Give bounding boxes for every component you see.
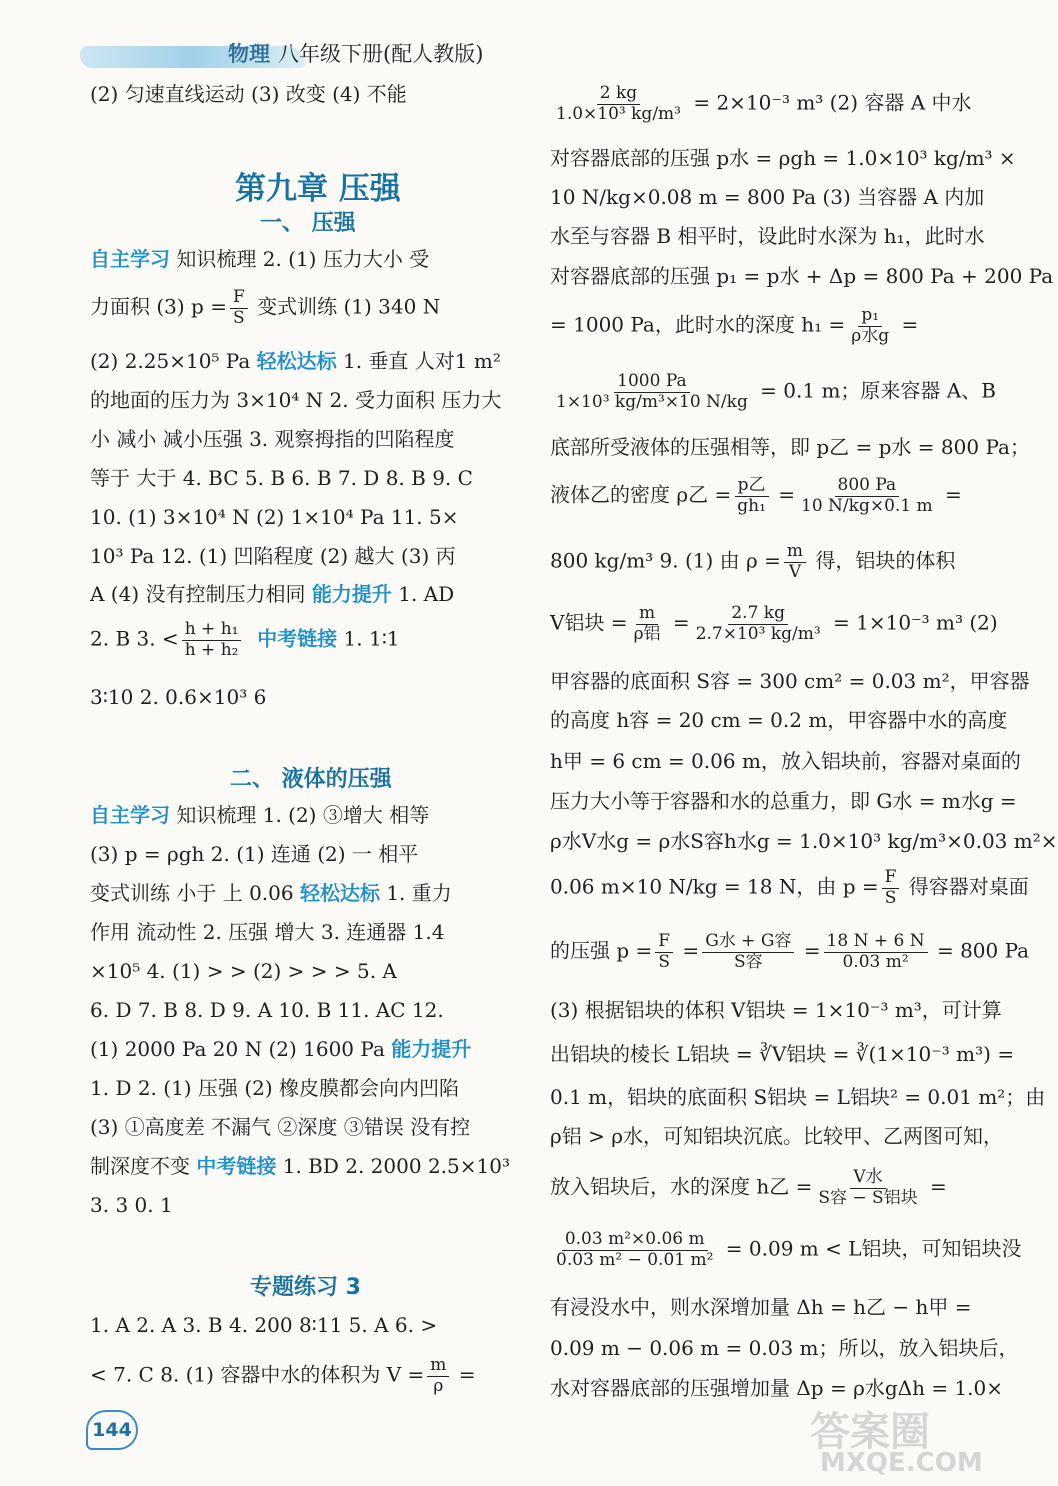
denominator: ρ	[433, 1375, 444, 1396]
numerator: F	[655, 932, 673, 953]
tag-easy-target: 轻松达标	[299, 881, 380, 905]
denominator: S	[233, 307, 245, 328]
answer-line: 的地面的压力为 3×10⁴ N 2. 受力面积 压力大	[90, 388, 502, 412]
answer-line	[90, 1154, 510, 1178]
answer-line	[90, 349, 501, 373]
answer-text: 液体乙的密度 ρ乙 =	[550, 482, 732, 507]
answer-line: ρ铝 > ρ水，可知铝块沉底。比较甲、乙两图可知，	[550, 1124, 1003, 1148]
numerator: F	[882, 868, 900, 889]
answer-line	[550, 372, 996, 412]
answer-text: = 0.1 m；原来容器 A、B	[753, 378, 996, 403]
numerator: p乙	[735, 476, 769, 497]
answer-line: 10³ Pa 12. (1) 凹陷程度 (2) 越大 (3) 丙	[90, 544, 456, 568]
answer-text: = 1×10⁻³ m³ (2)	[826, 610, 998, 635]
answer-line: 对容器底部的压强 p水 = ρgh = 1.0×10³ kg/m³ ×	[550, 146, 1016, 170]
denominator: S	[658, 951, 670, 972]
answer-text: 制深度不变	[90, 1154, 197, 1178]
tag-exam-link: 中考链接	[196, 1154, 277, 1178]
answer-text: (2) 2.25×10⁵ Pa	[90, 349, 257, 373]
answer-line: 10 N/kg×0.08 m = 800 Pa (3) 当容器 A 内加	[550, 185, 985, 209]
answer-line: (3) p = ρgh 2. (1) 连通 (2) 一 相平	[90, 842, 419, 866]
answer-line	[90, 620, 400, 660]
section-title-pressure: 一、 压强	[260, 211, 356, 236]
tag-easy-target: 轻松达标	[256, 349, 337, 373]
denominator: 10 N/kg×0.1 m	[801, 495, 933, 516]
answer-line: h甲 = 6 cm = 0.06 m，放入铝块前，容器对桌面的	[550, 749, 1021, 773]
numerator: 2.7 kg	[728, 604, 788, 625]
answer-text: = 0.09 m < L铝块，可知铝块没	[719, 1236, 1022, 1261]
section-title-liquid-pressure: 二、 液体的压强	[230, 767, 392, 792]
answer-line	[550, 84, 972, 124]
answer-text: 0.06 m×10 N/kg = 18 N，由 p =	[550, 874, 879, 899]
fraction	[553, 84, 684, 124]
header-subject: 物理	[228, 41, 270, 66]
answer-text: 力面积 (3) p =	[90, 294, 227, 319]
answer-text: 知识梳理 2. (1) 压力大小 受	[176, 247, 430, 271]
answer-line: 6. D 7. B 8. D 9. A 10. B 11. AC 12.	[90, 998, 444, 1022]
answer-line: (3) ①高度差 不漏气 ②深度 ③错误 没有控	[90, 1115, 471, 1139]
answer-line: 1. D 2. (1) 压强 (2) 橡皮膜都会向内凹陷	[90, 1076, 460, 1100]
answer-line	[90, 247, 429, 271]
answer-line: 压力大小等于容器和水的总重力，即 G水 = m水g =	[550, 789, 1017, 813]
fraction	[824, 932, 928, 972]
answer-text: 800 kg/m³ 9. (1) 由 ρ =	[550, 548, 781, 573]
answer-line: 对容器底部的压强 p₁ = p水 + Δp = 800 Pa + 200 Pa	[550, 264, 1054, 288]
numerator: p₁	[858, 306, 882, 327]
numerator: 0.03 m²×0.06 m	[562, 1230, 708, 1251]
answer-line	[90, 1356, 476, 1396]
numerator: V水	[850, 1168, 885, 1189]
page-header	[80, 32, 500, 70]
answer-text: 2. B 3. <	[90, 626, 179, 651]
answer-line	[90, 288, 440, 328]
answer-line: 10. (1) 3×10⁴ N (2) 1×10⁴ Pa 11. 5×	[90, 505, 459, 529]
answer-line: 小 减小 减小压强 3. 观察拇指的凹陷程度	[90, 427, 455, 451]
fraction	[784, 542, 806, 582]
fraction	[631, 604, 664, 644]
answer-text: 放入铝块后，水的深度 h乙 =	[550, 1174, 813, 1199]
answer-text: V铝块 =	[550, 610, 628, 635]
answer-text: 1. BD 2. 2000 2.5×10³	[276, 1154, 510, 1178]
answer-line	[90, 881, 452, 905]
answer-text: < 7. C 8. (1) 容器中水的体积为 V =	[90, 1362, 425, 1387]
denominator: gh₁	[737, 495, 766, 516]
denominator: 0.03 m² − 0.01 m²	[556, 1249, 714, 1270]
answer-line: 水至与容器 B 相平时，设此时水深为 h₁，此时水	[550, 224, 985, 248]
section-title-topic-practice: 专题练习 3	[250, 1275, 361, 1300]
fraction	[815, 1168, 920, 1208]
watermark-top: 答案圈	[810, 1409, 930, 1455]
fraction	[553, 1230, 716, 1270]
answer-line: (3) 根据铝块的体积 V铝块 = 1×10⁻³ m³，可计算	[550, 998, 1002, 1022]
answer-text: 1. 垂直 人对1 m²	[336, 349, 501, 373]
fraction	[182, 620, 242, 660]
denominator: 1×10³ kg/m³×10 N/kg	[556, 391, 748, 412]
answer-line	[550, 476, 962, 516]
numerator: m	[784, 542, 806, 563]
answer-line	[550, 604, 998, 644]
denominator: h + h₂	[184, 639, 239, 660]
numerator: m	[427, 1356, 449, 1377]
fraction	[693, 604, 824, 644]
tag-ability: 能力提升	[391, 1037, 472, 1061]
answer-line: 底部所受液体的压强相等，即 p乙 = p水 = 800 Pa；	[550, 435, 1030, 459]
answer-text: = 1000 Pa，此时水的深度 h₁ =	[550, 312, 846, 337]
answer-text: 的压强 p =	[550, 938, 653, 963]
answer-line	[550, 1168, 947, 1208]
answer-text: 变式训练 (1) 340 N	[250, 294, 441, 319]
denominator: 1.0×10³ kg/m³	[556, 103, 681, 124]
answer-text: 1. AD	[391, 582, 455, 606]
tag-self-study: 自主学习	[90, 247, 170, 271]
fraction	[553, 372, 751, 412]
answer-text: =	[771, 482, 796, 507]
answer-line	[550, 932, 1029, 972]
answer-line: 的高度 h容 = 20 cm = 0.2 m，甲容器中水的高度	[550, 708, 1008, 732]
header-grade: 八年级下册(配人教版)	[278, 42, 484, 66]
answer-text: 变式训练 小于 上 0.06	[90, 881, 300, 905]
fraction	[427, 1356, 449, 1396]
answer-text: =	[797, 938, 821, 963]
answer-text: 得，铝块的体积	[809, 548, 956, 573]
answer-line: 甲容器的底面积 S容 = 300 cm² = 0.03 m²，甲容器	[550, 669, 1030, 693]
answer-line: 0.09 m − 0.06 m = 0.03 m；所以，放入铝块后，	[550, 1336, 1019, 1360]
denominator: 0.03 m²	[842, 951, 909, 972]
answer-text: =	[666, 610, 690, 635]
answer-line	[550, 542, 955, 582]
answer-line: 水对容器底部的压强增加量 Δp = ρ水gΔh = 1.0×	[550, 1376, 1003, 1400]
numerator: h + h₁	[182, 620, 242, 641]
answer-text: =	[452, 1362, 476, 1387]
answer-line: 3∶10 2. 0.6×10³ 6	[90, 685, 267, 709]
answer-line	[90, 1037, 471, 1061]
numerator: 800 Pa	[835, 476, 900, 497]
fraction	[230, 288, 248, 328]
fraction	[734, 476, 769, 516]
answer-line: 1. A 2. A 3. B 4. 200 8∶11 5. A 6. >	[90, 1313, 438, 1337]
answer-text: 得容器对桌面	[902, 874, 1029, 899]
answer-text: 1. 重力	[379, 881, 452, 905]
answer-line: 0.1 m，铝块的底面积 S铝块 = L铝块² = 0.01 m²；由	[550, 1085, 1046, 1109]
answer-line	[550, 306, 918, 346]
fraction	[848, 306, 892, 346]
answer-line: 有浸没水中，则水深增加量 Δh = h乙 − h甲 =	[550, 1295, 972, 1319]
answer-text: =	[923, 1174, 947, 1199]
answer-text: =	[676, 938, 700, 963]
answer-text: = 800 Pa	[930, 938, 1030, 963]
denominator: 2.7×10³ kg/m³	[695, 623, 821, 644]
fraction	[882, 868, 900, 908]
denominator: S容	[733, 951, 763, 972]
answer-text: 1. 1∶1	[337, 626, 400, 651]
fraction	[798, 476, 936, 516]
answer-line: 出铝块的棱长 L铝块 = ∛V铝块 = ∛(1×10⁻³ m³) =	[550, 1042, 1015, 1066]
numerator: 2 kg	[597, 84, 640, 105]
answer-text: =	[938, 482, 962, 507]
tag-exam-link: 中考链接	[257, 626, 338, 651]
answer-line	[90, 803, 429, 827]
denominator: ρ水g	[851, 325, 890, 346]
header-decoration	[80, 46, 305, 68]
answer-line	[90, 582, 454, 606]
denominator: ρ铝	[633, 623, 661, 644]
answer-line: 作用 流动性 2. 压强 增大 3. 连通器 1.4	[90, 920, 445, 944]
answer-text: 知识梳理 1. (2) ③增大 相等	[176, 803, 430, 827]
answer-text: = 2×10⁻³ m³ (2) 容器 A 中水	[686, 90, 972, 115]
tag-ability: 能力提升	[311, 582, 392, 606]
denominator: S容 − S铝块	[818, 1187, 918, 1208]
answer-text: (1) 2000 Pa 20 N (2) 1600 Pa	[90, 1037, 392, 1061]
answer-line: 等于 大于 4. BC 5. B 6. B 7. D 8. B 9. C	[90, 466, 473, 490]
answer-line: 3. 3 0. 1	[90, 1193, 173, 1217]
answer-line: (2) 匀速直线运动 (3) 改变 (4) 不能	[90, 82, 407, 106]
watermark-logo	[800, 1400, 985, 1480]
answer-text: A (4) 没有控制压力相同	[90, 582, 312, 606]
numerator: G水 + G容	[702, 932, 794, 953]
numerator: 1000 Pa	[614, 372, 689, 393]
fraction	[702, 932, 794, 972]
tag-self-study: 自主学习	[90, 803, 170, 827]
page-number: 144	[86, 1410, 138, 1450]
numerator: 18 N + 6 N	[824, 932, 928, 953]
numerator: F	[230, 288, 248, 309]
chapter-title: 第九章 压强	[235, 171, 401, 207]
answer-line: ×10⁵ 4. (1) > > (2) > > > 5. A	[90, 959, 397, 983]
denominator: S	[884, 887, 897, 908]
answer-line	[550, 1230, 1022, 1270]
numerator: m	[636, 604, 658, 625]
denominator: V	[788, 561, 802, 582]
fraction	[655, 932, 673, 972]
answer-line	[550, 868, 1029, 908]
watermark-url: MXQE.COM	[820, 1448, 983, 1478]
answer-line: ρ水V水g = ρ水S容h水g = 1.0×10³ kg/m³×0.03 m²×	[550, 829, 1058, 853]
answer-text: =	[895, 312, 919, 337]
